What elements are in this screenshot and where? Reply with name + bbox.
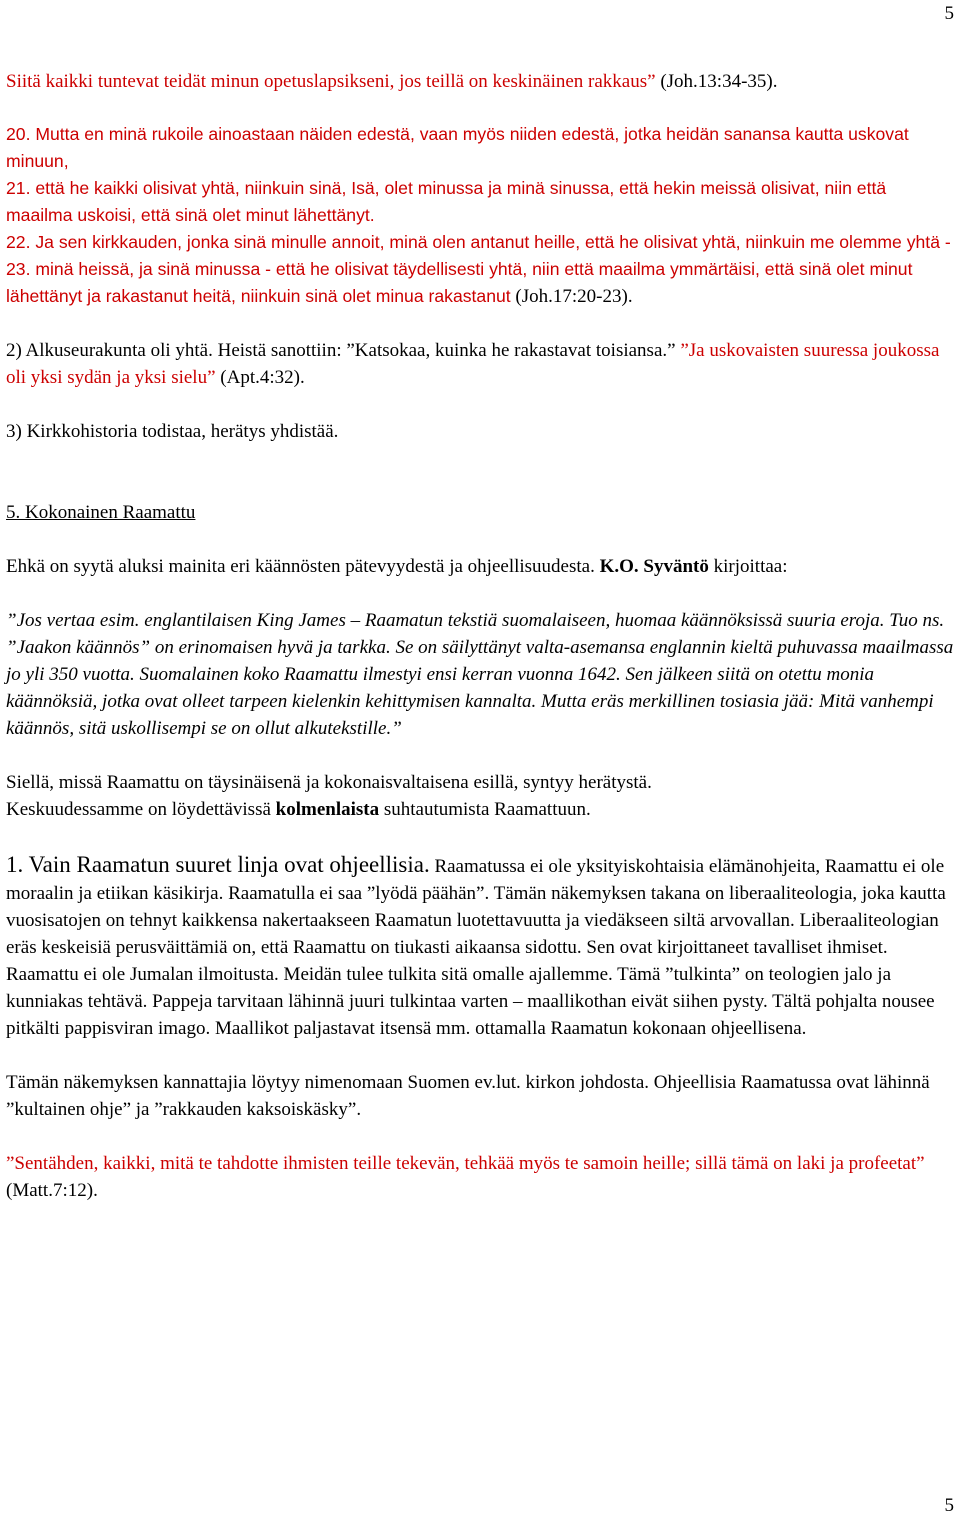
paragraph-joh13 xyxy=(6,68,954,95)
herätys-line-2-pre: Keskuudessamme on löydettävissä xyxy=(6,799,271,820)
verse-joh17-ref: (Joh.17:20-23). xyxy=(515,286,633,307)
golden-rule-quote: ”Sentähden, kaikki, mitä te tahdotte ihmisten teille tekevän, tehkää myös te samoin heille; sillä tämä on laki ja profeetat” xyxy=(6,1153,925,1174)
point-1-body: Raamatussa ei ole yksityiskohtaisia elämänohjeita, Raamattu ei ole moraalin ja etiikan käsikirja. Raamatulla ei saa ”lyödä päähän”. Tämän näkemyksen takana on liberaaliteologia, joka kautta vuosisatojen on tehnyt kaikkensa nakertaakseen Raamatun luotettavuutta ja viedäkseen siltä arvovallan. Liberaaliteologian eräs keskeisiä perusväittämiä on, että Raamattu on tiukasti aikaansa sidottu. Sen ovat kirjoittaneet tavalliset ihmiset. Raamattu ei ole Jumalan ilmoitusta. Meidän tulee tulkita sitä omalle ajallemme. Tämä ”tulkinta” on teologien jalo ja kunniakas tehtävä. Pappeja tarvitaan lähinnä juuri tulkintaa varten – maallikothan eivät siihen pysty. Tältä pohjalta nousee pitkälti pappisviran imago. Maallikot paljastavat itsensä mm. ottamalla Raamatun kokonaan ohjeellisena. xyxy=(6,856,946,1039)
verse-joh13-quote: Siitä kaikki tuntevat teidät minun opetuslapsikseni, jos teillä on keskinäinen rakkaus” xyxy=(6,71,656,92)
herätys-line-1: Siellä, missä Raamattu on täysinäisenä ja kokonaisvaltaisena esillä, syntyy herätystä. xyxy=(6,772,652,793)
page-number-top: 5 xyxy=(944,3,954,24)
point-2-ref: (Apt.4:32). xyxy=(220,367,305,388)
herätys-line-2-post: suhtautumista Raamattuun. xyxy=(383,799,591,820)
herätys-line-2-bold: kolmenlaista xyxy=(275,799,380,820)
italic-quote-paragraph: ”Jos vertaa esim. englantilaisen King James – Raamatun tekstiä suomalaiseen, huomaa käännöksissä suuria eroja. Tuo ns. ”Jaakon käännös” on erinomaisen hyvä ja tarkka. Se on säilyttänyt valta-asemansa englannin kieltä puhuvassa maailmassa jo yli 350 vuotta. Suomalainen koko Raamattu ilmestyi ensi kerran vuonna 1642. Sen jälkeen siitä on otettu monia käännöksiä, jotka ovat olleet tarpeen kielenkin kehittymisen kannalta. Mutta eräs merkillinen tosiasia jää: Mitä vanhempi käännös, sitä uskollisempi se on ollut alkutekstille.” xyxy=(6,610,954,739)
golden-rule-ref: (Matt.7:12). xyxy=(6,1180,98,1201)
section-heading: 5. Kokonainen Raamattu xyxy=(6,502,196,523)
supporters-paragraph: Tämän näkemyksen kannattajia löytyy nimenomaan Suomen ev.lut. kirkon johdosta. Ohjeellisia Raamatussa ovat lähinnä ”kultainen ohje” ja ”rakkauden kaksoiskäsky”. xyxy=(6,1072,930,1120)
intro-author: K.O. Syväntö xyxy=(599,556,709,577)
herätys-line-2 xyxy=(6,796,954,823)
verse-23-paragraph xyxy=(6,256,954,310)
point-2-text: 2) Alkuseurakunta oli yhtä. Heistä sanottiin: ”Katsokaa, kuinka he rakastavat toisiansa.” xyxy=(6,340,676,361)
point-2-quote: ”Ja uskovaisten suuressa joukossa oli yksi sydän ja yksi sielu” xyxy=(6,340,940,388)
verse-21: 21. että he kaikki olisivat yhtä, niinkuin sinä, Isä, olet minussa ja minä sinussa, että hekin meissä olisivat, niin että maailma uskoisi, että sinä olet minut lähettänyt. xyxy=(6,178,887,225)
verse-23: 23. minä heissä, ja sinä minussa - että he olisivat täydellisesti yhtä, niin että maailma ymmärtäisi, että sinä olet minut lähettänyt ja rakastanut heitä, niinkuin sinä olet minua rakastanut xyxy=(6,259,913,306)
document-body xyxy=(6,68,954,1204)
herätys-paragraph xyxy=(6,769,954,823)
intro-suffix: kirjoittaa: xyxy=(713,556,788,577)
point-2-paragraph xyxy=(6,337,954,391)
intro-paragraph xyxy=(6,553,954,580)
point-3-paragraph: 3) Kirkkohistoria todistaa, herätys yhdistää. xyxy=(6,421,339,442)
intro-text: Ehkä on syytä aluksi mainita eri käännösten pätevyydestä ja ohjeellisuudesta. xyxy=(6,556,595,577)
point-1-heading: 1. Vain Raamatun suuret linja ovat ohjeellisia. xyxy=(6,852,430,877)
verses-joh17-block xyxy=(6,121,954,310)
verse-joh13-ref: (Joh.13:34-35). xyxy=(660,71,778,92)
golden-rule-paragraph xyxy=(6,1150,954,1204)
point-1-paragraph xyxy=(6,851,954,1042)
verse-20: 20. Mutta en minä rukoile ainoastaan näiden edestä, vaan myös niiden edestä, jotka heidän sanansa kautta uskovat minuun, xyxy=(6,124,909,171)
page-number-bottom: 5 xyxy=(944,1495,954,1516)
verse-22: 22. Ja sen kirkkauden, jonka sinä minulle annoit, minä olen antanut heille, että he olisivat yhtä, niinkuin me olemme yhtä - xyxy=(6,232,951,252)
